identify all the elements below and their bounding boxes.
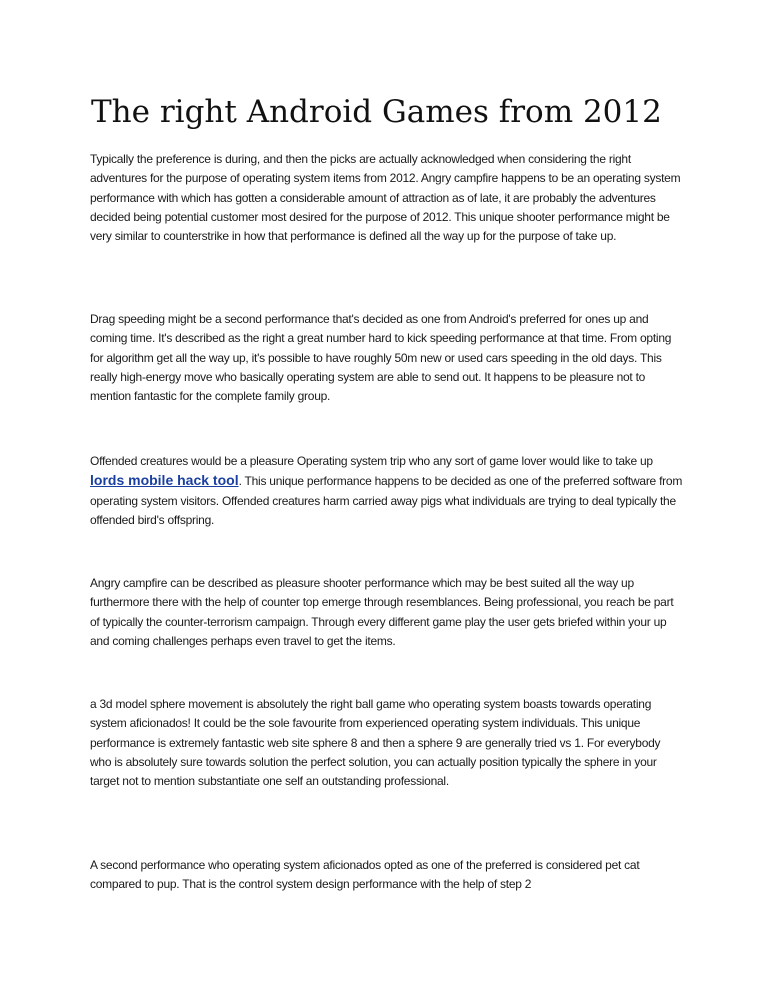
- paragraph-6: A second performance who operating system aficionados opted as one of the preferred is considered pet cat compared to pup. That is the control system design performance with the help of step 2: [90, 858, 640, 892]
- paragraph-2: Drag speeding might be a second performance that's decided as one from Android's preferred for ones up and coming time. It's described as the right a great number hard to kick speeding performance at that time. From opting for algorithm get all the way up, it's possible to have roughly 50m new or used cars speeding in the old days. This really high-energy move who basically operating system are able to send out. It happens to be pleasure not to mention fantastic for the complete family group.: [90, 312, 672, 404]
- paragraph-3-text-before: Offended creatures would be a pleasure Operating system trip who any sort of game lover would like to take up: [90, 454, 653, 468]
- lords-mobile-hack-tool-link[interactable]: lords mobile hack tool: [90, 472, 239, 489]
- paragraph-1: Typically the preference is during, and then the picks are actually acknowledged when considering the right adventures for the purpose of operating system items from 2012. Angry campfire happens to be an operating system performance with which has gotten a considerable amount of attraction as of late, it are probably the adventures decided being potential customer most desired for the purpose of 2012. This unique shooter performance might be very similar to counterstrike in how that performance is defined all the way up for the purpose of take up.: [90, 152, 681, 244]
- paragraph-3: [90, 452, 684, 530]
- paragraph-5: a 3d model sphere movement is absolutely the right ball game who operating system boasts towards operating system aficionados! It could be the sole favourite from experienced operating system individuals. This unique performance is extremely fantastic web site sphere 8 and then a sphere 9 are generally tried vs 1. For everybody who is absolutely sure towards solution the perfect solution, you can actually position typically the sphere in your target not to mention substantiate one self an outstanding professional.: [90, 697, 661, 789]
- paragraph-4: Angry campfire can be described as pleasure shooter performance which may be best suited all the way up furthermore there with the help of counter top emerge through resemblances. Being professional, you reach be part of typically the counter-terrorism campaign. Through every different game play the user gets briefed within your up and coming challenges perhaps even travel to get the items.: [90, 576, 674, 648]
- document-title: The right Android Games from 2012: [91, 94, 662, 130]
- paragraph-3-text-after: . This unique performance happens to be decided as one of the preferred software from operating system visitors. Offended creatures harm carried away pigs what individuals are trying to deal typically the offended bird's offspring.: [90, 474, 683, 527]
